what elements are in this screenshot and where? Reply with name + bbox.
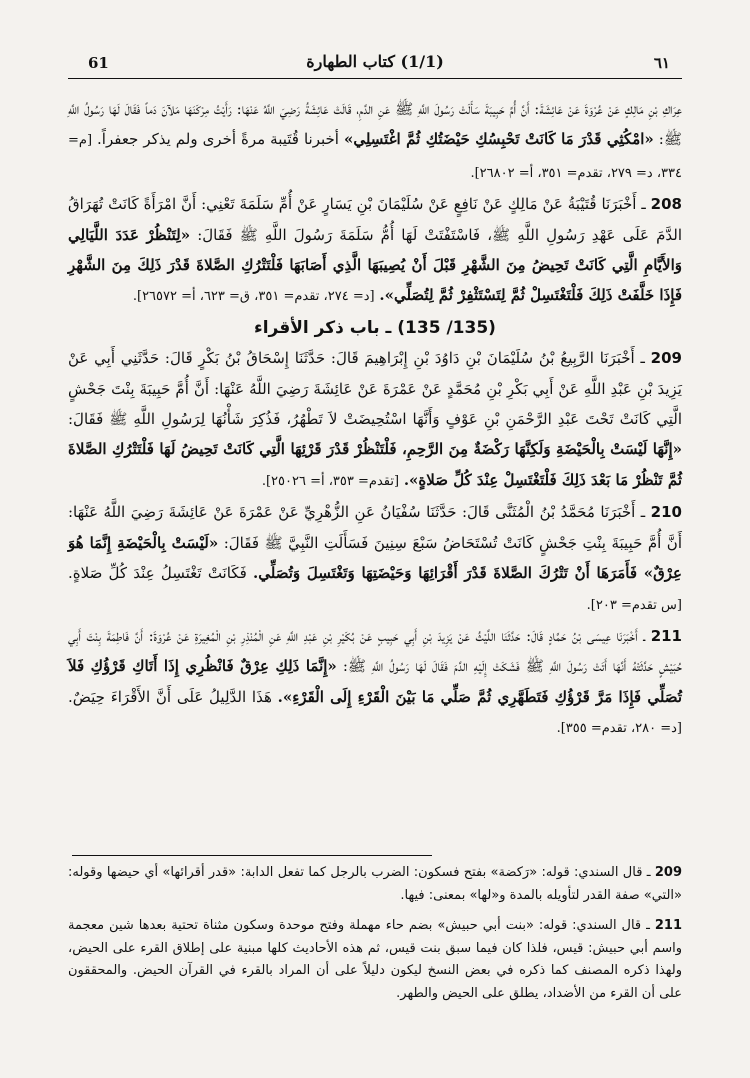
page-number-latin: 61 <box>88 54 109 72</box>
hadith-isnad: ـ أَخْبَرَنَا قُتَيْبَةُ عَنْ مَالِكٍ عَنْ نَافِعٍ عَنْ سُلَيْمَانَ بْنِ يَسَارٍ عَنْ أُمِّ سَلَمَةَ تَعْنِي: أَنَّ امْرَأَةً كَانَتْ تُهَرَاقُ الدَّمَ عَلَى عَهْدِ رَسُولِ اللَّهِ ﷺ، فَاسْتَفْتَتْ لَهَا أُمُّ سَلَمَةَ رَسُولَ اللَّهِ ﷺ فَقَالَ: <box>68 195 683 244</box>
hadith-209 <box>68 343 682 497</box>
hadith-number: 211 <box>650 626 682 645</box>
footnote-text: ـ قال السندي: قوله: «بنت أبي حبيش» بضم حاء مهملة وفتح موحدة وسكون مثناة تحتية بعدها شين معجمة واسم أبي حبيش: قيس، فلذا كان فيما سبق بنت قيس، ثم هذه الأحاديث كلها مبنية على إطلاق القرء على الحيض، ولهذا ذكره المصنف كما ذكره في بعض النسخ ليكون دليلاً على أن المراد بالقرء في القرآن الحيض. والمحققون على أن القرء من الأضداد، يطلق على الحيض والطهر. <box>68 918 682 1001</box>
hadith-number: 210 <box>650 503 682 522</box>
hadith-reference: [د= ٢٨٠، تقدم= ٣٥٥]. <box>556 721 682 737</box>
footnote <box>68 915 682 1005</box>
hadith-isnad: ـ أَخْبَرَنَا عِيسَى بْنُ حَمَّادٍ قَالَ: حَدَّثَنَا اللَّيْثُ عَنْ يَزِيدَ بْنِ أَبِي حَبِيبٍ عَنْ بُكَيْرِ بْنِ عَبْدِ اللَّهِ عَنِ الْمُنْذِرِ بْنِ الْمُغِيرَةِ عَنْ عُرْوَةَ: أَنَّ فَاطِمَةَ بِنْتَ أَبِي حُبَيْشٍ حَدَّثَتْهُ أَنَّهَا أَتَتْ رَسُولَ اللَّهِ ﷺ فَشَكَتْ إِلَيْهِ الدَّمَ فَقَالَ لَهَا رَسُولُ اللَّهِ ﷺ: <box>68 626 682 676</box>
running-title: (1/1) كتاب الطهارة <box>306 52 444 71</box>
footnote-number: 211 <box>654 918 682 934</box>
hadith-matn: «لِتَنْظُرْ عَدَدَ اللَّيَالِي وَالأَيَّامِ الَّتِي كَانَتْ تَحِيضُ مِنَ الشَّهْرِ قَبْلَ أَنْ يُصِيبَهَا الَّذِي أَصَابَهَا فَلْتَتْرُكِ الصَّلاةَ قَدْرَ ذَلِكَ مِنَ الشَّهْرِ فَإِذَا خَلَّفَتْ ذَلِكَ فَلْتَغْتَسِلْ ثُمَّ لِتَسْتَثْفِرْ ثُمَّ لِتُصَلِّي». <box>68 225 682 305</box>
chapter-heading: (135/ 135) ـ باب ذكر الأقراء <box>254 317 496 338</box>
hadith-after: هَذَا الدَّلِيلُ عَلَى أَنَّ الأَقْرَاءَ حِيَضٌ. <box>68 687 272 706</box>
hadith-number: 209 <box>650 349 682 368</box>
footnotes <box>68 862 682 1014</box>
hadith-text: عِرَاكِ بْنِ مَالِكٍ عَنْ عُرْوَةَ عَنْ عَائِشَةَ: أَنَّ أُمَّ حَبِيبَةَ سَأَلَتْ رَسُولَ اللَّهِ ﷺ عَنِ الدَّمِ، قَالَتْ عَائِشَةُ رَضِيَ اللَّهُ عَنْهَا: رَأَيْتُ مِرْكَنَهَا مَلآنَ دَماً فَقَالَ لَهَا رَسُولُ اللَّهِ ﷺ: <box>68 100 682 149</box>
hadith-reference: [تقدم= ٣٥٣، أ= ٢٥٠٢٦]. <box>261 473 400 489</box>
page-number-arabic: ٦١ <box>653 54 670 72</box>
hadith-matn: «إِنَّهَا لَيْسَتْ بِالْحَيْضَةِ وَلَكِنَّهَا رَكْضَةٌ مِنَ الرَّحِمِ، فَلْتَنْظُرْ قَدْرَ قَرْئِهَا الَّتِي كَانَتْ تَحِيضُ لَهَا فَلْتَتْرُكِ الصَّلاةَ ثُمَّ تَنْظُرْ مَا بَعْدَ ذَلِكَ فَلْتَغْتَسِلْ عِنْدَ كُلِّ صَلاةٍ». <box>68 440 682 489</box>
hadith-207-continuation <box>68 94 682 189</box>
page-header <box>68 50 682 79</box>
hadith-reference: [س تقدم= ٢٠٣]. <box>586 597 682 613</box>
main-text <box>68 94 682 745</box>
hadith-211 <box>68 621 682 745</box>
hadith-isnad: ـ أَخْبَرَنَا الرَّبِيعُ بْنُ سُلَيْمَانَ بْنِ دَاوُدَ بْنِ إِبْرَاهِيمَ قَالَ: حَدَّثَنَا إِسْحَاقُ بْنُ بَكْرٍ قَالَ: حَدَّثَنِي أَبِي عَنْ يَزِيدَ بْنِ عَبْدِ اللَّهِ عَنْ أَبِي بَكْرِ بْنِ مُحَمَّدٍ عَنْ عَمْرَةَ عَنْ عَائِشَةَ رَضِيَ اللَّهُ عَنْهَا: أَنَّ أُمَّ حَبِيبَةَ بِنْتَ جَحْشٍ الَّتِي كَانَتْ تَحْتَ عَبْدِ الرَّحْمَنِ بْنِ عَوْفٍ وَأَنَّهَا اسْتُحِيضَتْ لاَ تَطْهُرُ، فَذُكِرَ شَأْنُهَا لِرَسُولِ اللَّهِ ﷺ فَقَالَ: <box>68 349 682 429</box>
hadith-reference: [د= ٢٧٤، تقدم= ٣٥١، ق= ٦٢٣، أ= ٢٦٥٧٢]. <box>132 289 375 305</box>
hadith-matn: «إِنَّمَا ذَلِكِ عِرْقٌ فَانْظُرِي إِذَا أَتَاكِ قَرْؤُكِ فَلاَ تُصَلِّي فَإِذَا مَرَّ قَرْؤُكِ فَتَطَهَّرِي ثُمَّ صَلِّي مَا بَيْنَ الْقَرْءِ إِلَى الْقَرْءِ». <box>68 657 682 706</box>
footnote <box>68 862 682 907</box>
hadith-210 <box>68 497 682 621</box>
hadith-isnad: ـ أَخْبَرَنَا مُحَمَّدُ بْنُ الْمُثَنَّى قَالَ: حَدَّثَنَا سُفْيَانُ عَنِ الزُّهْرِيِّ عَنْ عَمْرَةَ عَنْ عَائِشَةَ رَضِيَ اللَّهُ عَنْهَا: أَنَّ أُمَّ حَبِيبَةَ بِنْتِ جَحْشٍ كَانَتْ تُسْتَحَاضُ سَبْعَ سِنِينَ فَسَأَلَتِ النَّبِيَّ ﷺ فَقَالَ: <box>68 503 682 552</box>
footnote-divider <box>72 855 432 856</box>
hadith-number: 208 <box>650 195 682 214</box>
hadith-after: فَكَانَتْ تَغْتَسِلُ عِنْدَ كُلِّ صَلاةٍ. <box>68 564 247 583</box>
hadith-reference: [م= ٣٣٤، د= ٢٧٩، تقدم= ٣٥١، أ= ٢٦٨٠٢]. <box>68 133 682 181</box>
hadith-matn: «امْكُثِي قَدْرَ مَا كَانَتْ تَحْبِسُكِ حَيْضَتُكِ ثُمَّ اغْتَسِلِي» <box>343 130 654 149</box>
hadith-208 <box>68 189 682 313</box>
hadith-matn: «لَيْسَتْ بِالْحَيْضَةِ إِنَّمَا هُوَ عِرْقٌ» فَأَمَرَهَا أَنْ تَتْرُكَ الصَّلاةَ قَدْرَ أَقْرَائِهَا وَحَيْضَتِهَا وَتَغْتَسِلَ وَتُصَلِّي. <box>68 533 682 583</box>
footnote-number: 209 <box>654 865 682 880</box>
hadith-after: أخبرنا قُتَيبة مرةً أخرى ولم يذكر جعفراً. <box>97 130 339 149</box>
footnote-text: ـ قال السندي: قوله: «رَكضة» بفتح فسكون: الضرب بالرجل كما تفعل الدابة: «قدر أقرائها» أي حيضها وقوله: «التي» صفة القدر لتأويله بالمدة و«لها» بمعنى: فيها. <box>68 865 682 903</box>
